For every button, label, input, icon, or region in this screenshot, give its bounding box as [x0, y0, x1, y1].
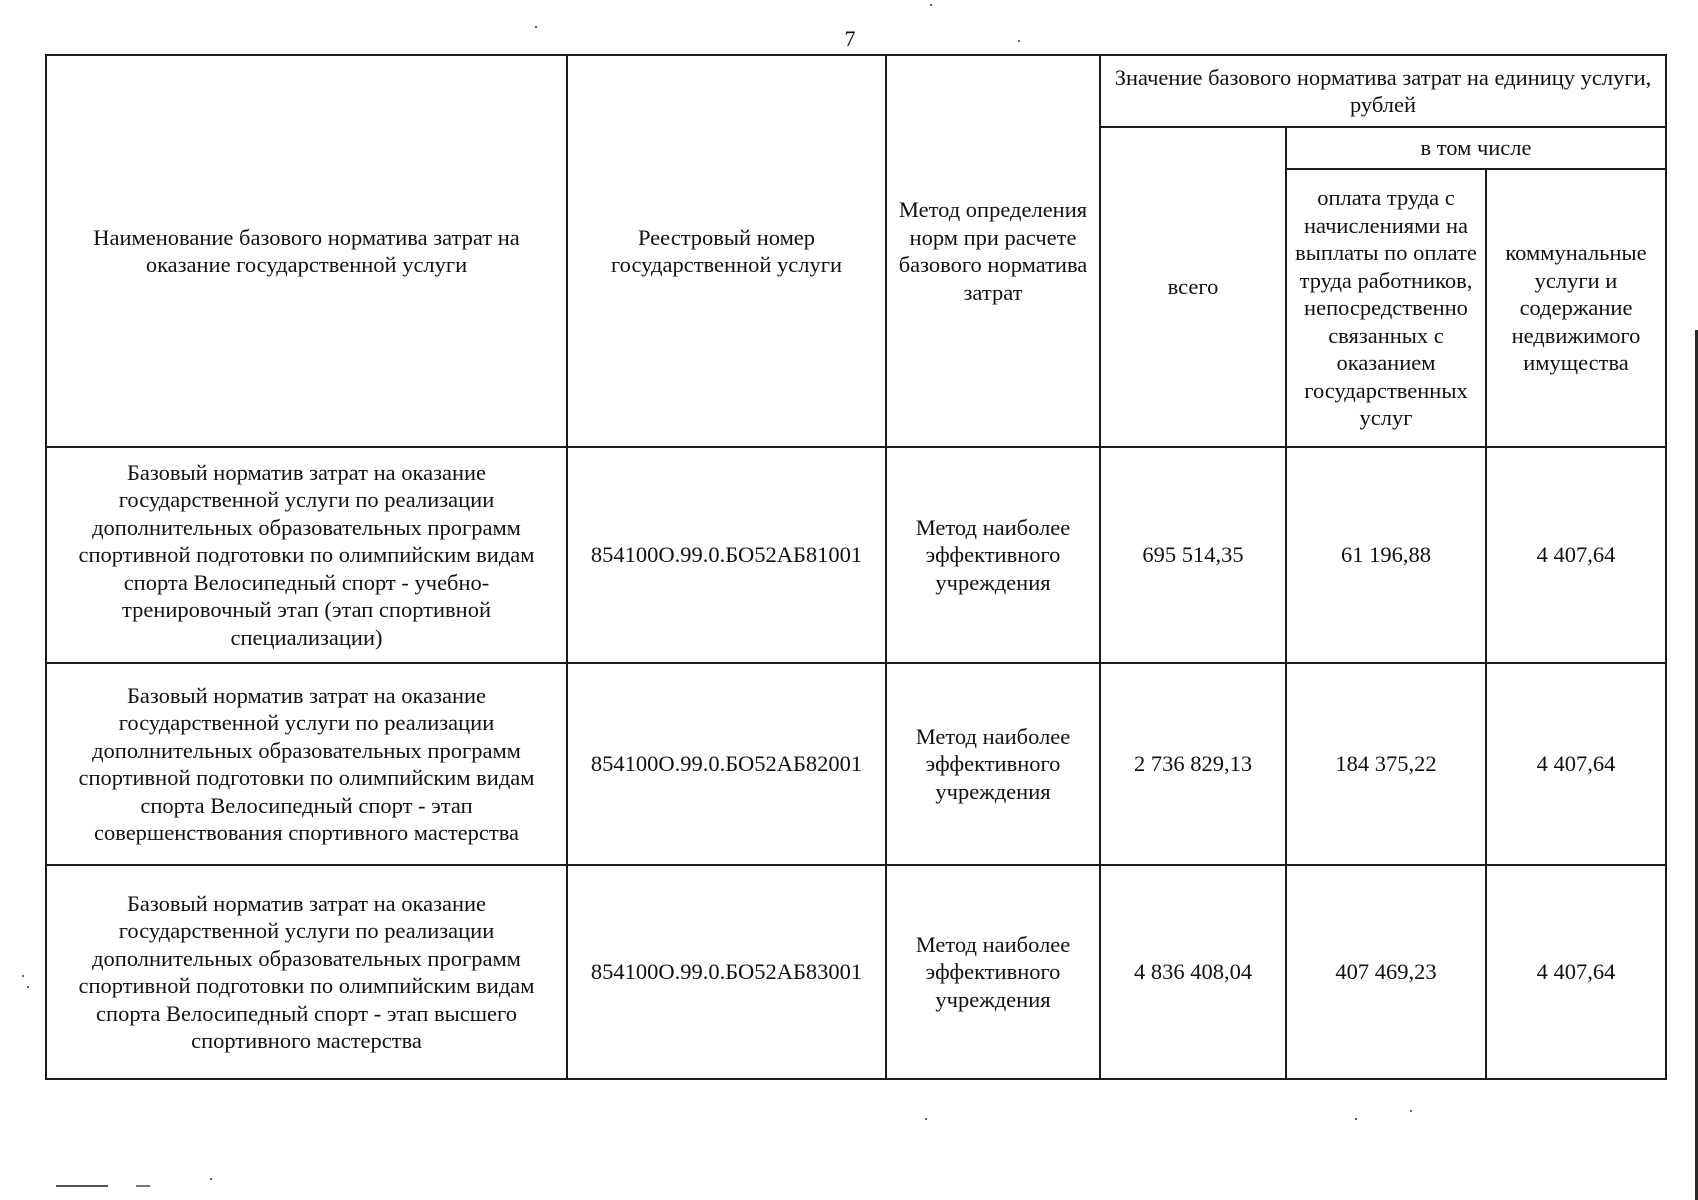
row-labor: 184 375,22 [1286, 663, 1486, 865]
header-name: Наименование базового норматива затрат на оказание государственной услуги [46, 55, 567, 447]
row-registry: 854100О.99.0.БО52АБ83001 [567, 865, 886, 1079]
scan-speck [535, 26, 537, 28]
row-utilities: 4 407,64 [1486, 865, 1666, 1079]
scan-speck [925, 1118, 927, 1120]
header-registry: Реестровый номер государственной услуги [567, 55, 886, 447]
row-registry: 854100О.99.0.БО52АБ81001 [567, 447, 886, 663]
page-number: 7 [844, 26, 856, 51]
header-row-1 [46, 55, 1666, 127]
scan-artifact-line [136, 1185, 150, 1187]
header-including: в том числе [1286, 127, 1666, 169]
row-method: Метод наиболее эффективного учреждения [886, 865, 1100, 1079]
row-total: 2 736 829,13 [1100, 663, 1286, 865]
header-total: всего [1100, 127, 1286, 447]
row-name: Базовый норматив затрат на оказание государственной услуги по реализации дополнительных образовательных программ спортивной подготовки по олимпийским видам спорта Велосипедный спорт - этап совершенствования спортивного мастерства [46, 663, 567, 865]
row-method: Метод наиболее эффективного учреждения [886, 663, 1100, 865]
table-row [46, 865, 1666, 1079]
header-labor: оплата труда с начислениями на выплаты по оплате труда работников, непосредственно связанных с оказанием государственных услуг [1286, 169, 1486, 447]
scan-speck [1410, 1110, 1412, 1112]
table-row [46, 663, 1666, 865]
row-total: 4 836 408,04 [1100, 865, 1286, 1079]
row-utilities: 4 407,64 [1486, 447, 1666, 663]
header-value: Значение базового норматива затрат на единицу услуги, рублей [1100, 55, 1666, 127]
scan-speck [27, 986, 29, 988]
row-name: Базовый норматив затрат на оказание государственной услуги по реализации дополнительных образовательных программ спортивной подготовки по олимпийским видам спорта Велосипедный спорт - учебно-тренировочный этап (этап спортивной специализации) [46, 447, 567, 663]
header-method: Метод определения норм при расчете базового норматива затрат [886, 55, 1100, 447]
table-header [46, 55, 1666, 447]
table-body [46, 447, 1666, 1079]
scan-artifact-line [56, 1185, 108, 1187]
scan-speck [1355, 1118, 1357, 1120]
norm-table [45, 54, 1667, 1080]
row-method: Метод наиболее эффективного учреждения [886, 447, 1100, 663]
scan-speck [22, 975, 24, 977]
scan-speck [210, 1178, 212, 1180]
row-total: 695 514,35 [1100, 447, 1286, 663]
row-labor: 407 469,23 [1286, 865, 1486, 1079]
scan-speck [1018, 40, 1020, 42]
scan-speck [930, 4, 932, 6]
row-name: Базовый норматив затрат на оказание государственной услуги по реализации дополнительных образовательных программ спортивной подготовки по олимпийским видам спорта Велосипедный спорт - этап высшего спортивного мастерства [46, 865, 567, 1079]
table-row [46, 447, 1666, 663]
row-utilities: 4 407,64 [1486, 663, 1666, 865]
row-registry: 854100О.99.0.БО52АБ82001 [567, 663, 886, 865]
header-utilities: коммунальные услуги и содержание недвижимого имущества [1486, 169, 1666, 447]
row-labor: 61 196,88 [1286, 447, 1486, 663]
